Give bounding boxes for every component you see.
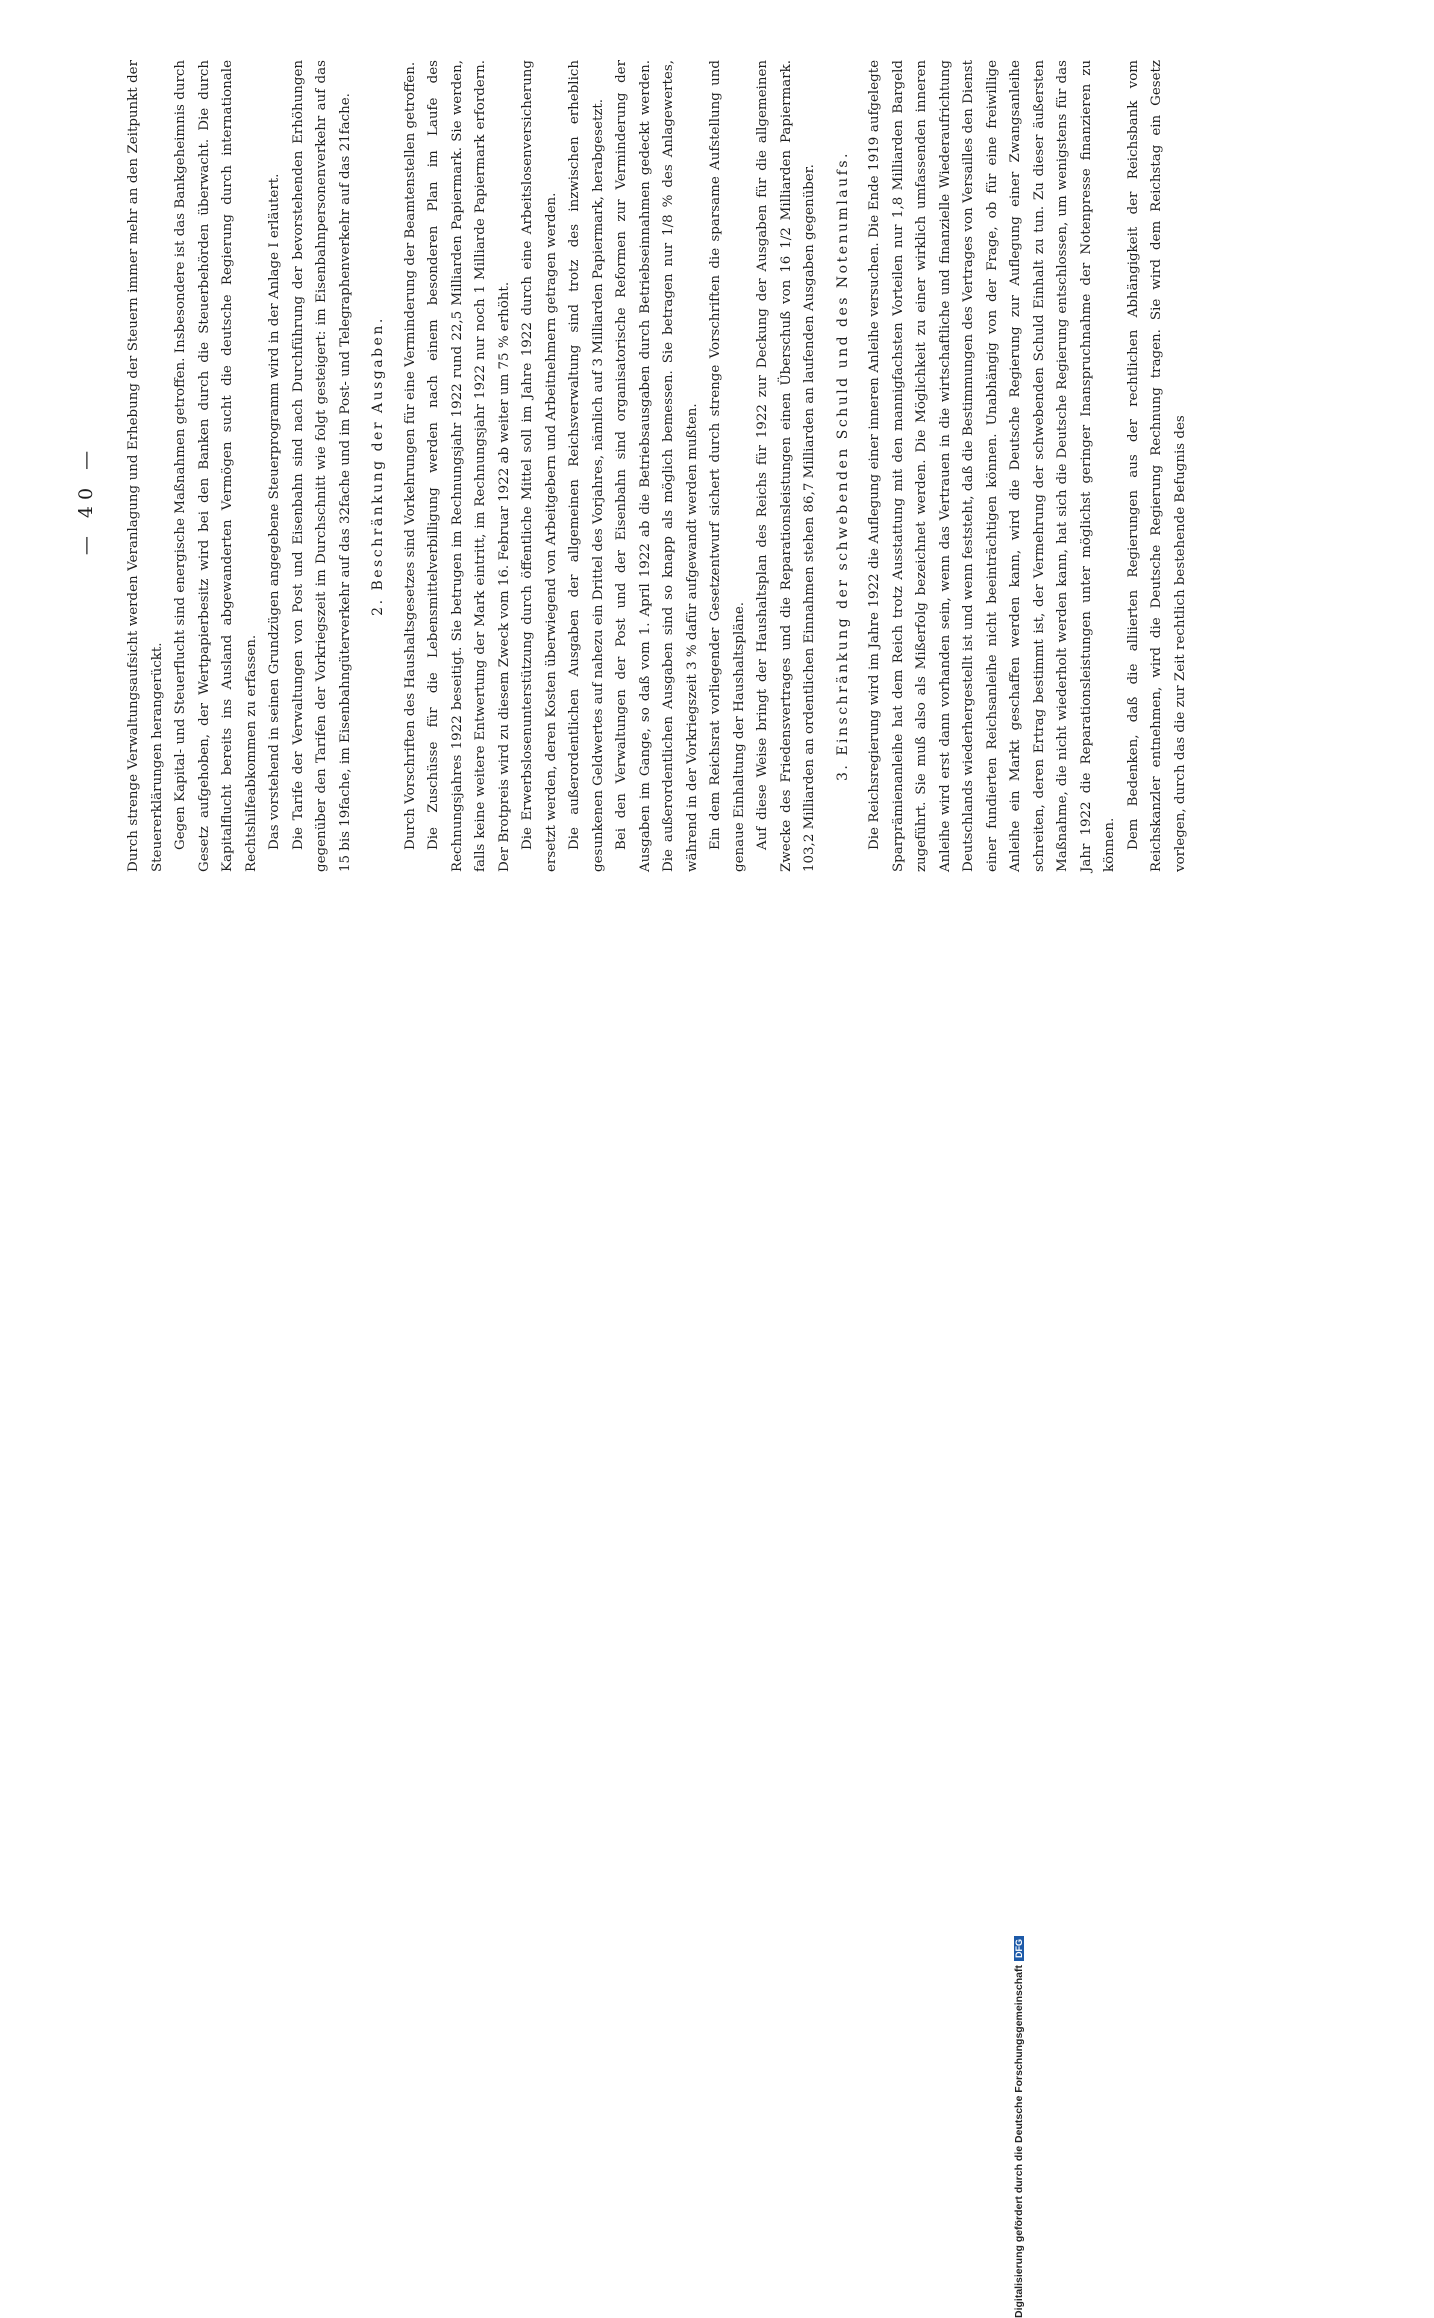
section-heading-3: 3. Einschränkung der schwebenden Schuld und des Notenumlaufs. [834,151,851,781]
paragraph: Die Erwerbslosenunterstützung durch öffentliche Mittel soll im Jahre 1922 durch eine Arbeitslosenversicherung ersetzt werden, deren Kosten überwiegend von Arbeitgebern und Arbeitnehmern getragen werden. [520,60,559,872]
page-number: — 40 — [75,444,97,556]
paragraph: Gegen Kapital- und Steuerflucht sind energische Maßnahmen getroffen. Insbesondere ist das Bankgeheimnis durch Gesetz aufgehoben, der Wertpapierbesitz wird bei den Banken durch die Steuerbehörden überwacht. Die durch Kapitalflucht bereits ins Ausland abgewanderten Vermögen sucht die deutsche Regierung durch internationale Rechtshilfeabkommen zu erfassen. [173,60,259,872]
paragraph: Durch strenge Verwaltungsaufsicht werden Veranlagung und Erhebung der Steuern immer mehr an den Zeitpunkt der Steuererklärungen herangerückt. [126,60,165,872]
paragraph: Das vorstehend in seinen Grundzügen angegebene Steuerprogramm wird in der Anlage I erläutert. [267,173,282,850]
dfg-logo: DFG [1014,1936,1024,1961]
page-body [122,60,1192,872]
paragraph: Ein dem Reichsrat vorliegender Gesetzentwurf sichert durch strenge Vorschriften die sparsame Aufstellung und genaue Einhaltung der Haushaltspläne. [708,60,747,872]
paragraph: Die außerordentlichen Ausgaben der allgemeinen Reichsverwaltung sind trotz des inzwischen erheblich gesunkenen Geldwertes auf nahezu ein Drittel des Vorjahres, nämlich auf 3 Milliarden Papiermark, herabgesetzt. [567,60,606,872]
paragraph: Die Zuschüsse für die Lebensmittelverbilligung werden nach einem besonderen Plan im Laufe des Rechnungsjahres 1922 beseitigt. Sie betrugen im Rechnungsjahr 1922 rund 22,5 Milliarden Papiermark. Sie werden, falls keine weitere Entwertung der Mark eintritt, im Rechnungsjahr 1922 nur noch 1 Milliarde Papiermark erfordern. Der Brotpreis wird zu diesem Zweck vom 16. Februar 1922 ab weiter um 75 % erhöht. [426,60,512,872]
paragraph: Dem Bedenken, daß die alliierten Regierungen aus der rechtlichen Abhängigkeit der Reichsbank vom Reichskanzler entnehmen, wird die Deutsche Regierung Rechnung tragen. Sie wird dem Reichstag ein Gesetz vorlegen, durch das die zur Zeit rechtlich bestehende Befugnis des [1125,60,1188,872]
document-page [67,0,1367,1000]
paragraph: Bei den Verwaltungen der Post und der Eisenbahn sind organisatorische Reformen zur Verminderung der Ausgaben im Gange, so daß vom 1. April 1922 ab die Betriebsausgaben durch Betriebseinnahmen gedeckt werden. Die außerordentlichen Ausgaben sind so knapp als möglich bemessen. Sie betragen nur 1/8 % des Anlagewertes, während in der Vorkriegszeit 3 % dafür aufgewandt werden mußten. [614,60,700,872]
paragraph: Die Tarife der Verwaltungen von Post und Eisenbahn sind nach Durchführung der bevorstehenden Erhöhungen gegenüber den Tarifen der Vorkriegszeit im Durchschnitt wie folgt gesteigert: im Eisenbahnpersonenverkehr auf das 15 bis 19fache, im Eisenbahngüterverkehr auf das 32fache und im Post- und Telegraphenverkehr auf das 21fache. [290,60,353,872]
paragraph: Durch Vorschriften des Haushaltsgesetzes sind Vorkehrungen für eine Verminderung der Beamtenstellen getroffen. [402,61,418,850]
paragraph: Die Reichsregierung wird im Jahre 1922 die Auflegung einer inneren Anleihe versuchen. Die Ende 1919 aufgelegte Sparprämienanleihe hat dem Reich trotz Ausstattung mit den mannigfachsten Vorteilen nur 1,8 Milliarden Bargeld zugeführt. Sie muß also als Mißerfolg bezeichnet werden. Die Möglichkeit zu einer wirklich umfassenden inneren Anleihe wird erst dann vorhanden sein, wenn das Vertrauen in die wirtschaftliche und finanzielle Wiederaufrichtung Deutschlands wiederhergestellt ist und wenn feststeht, daß die Bestimmungen des Vertrages von Versailles den Dienst einer fundierten Reichsanleihe nicht beeinträchtigen können. Unabhängig von der Frage, ob für eine freiwillige Anleihe ein Markt geschaffen werden kann, wird die Deutsche Regierung zur Auflegung einer Zwangsanleihe schreiten, deren Ertrag bestimmt ist, der Vermehrung der schwebenden Schuld Einhalt zu tun. Zu dieser äußersten Maßnahme, die nicht wiederholt werden kann, hat sich die Deutsche Regierung entschlossen, um wenigstens für das Jahr 1922 die Reparationsleistungen unter möglichst geringer Inanspruchnahme der Notenpresse finanzieren zu können. [867,60,1117,872]
section-heading-2: 2. Beschränkung der Ausgaben. [370,316,386,616]
paragraph: Auf diese Weise bringt der Haushaltsplan des Reichs für 1922 zur Deckung der Ausgaben für die allgemeinen Zwecke des Friedensvertrages und die Reparationsleistungen einen Überschuß von 16 1/2 Milliarden Papiermark. 103,2 Milliarden an ordentlichen Einnahmen stehen 86,7 Milliarden an laufenden Ausgaben gegenüber. [755,60,817,872]
digitization-note-text: Digitalisierung gefördert durch die Deutsche Forschungsgemeinschaft [1013,1965,1025,2318]
